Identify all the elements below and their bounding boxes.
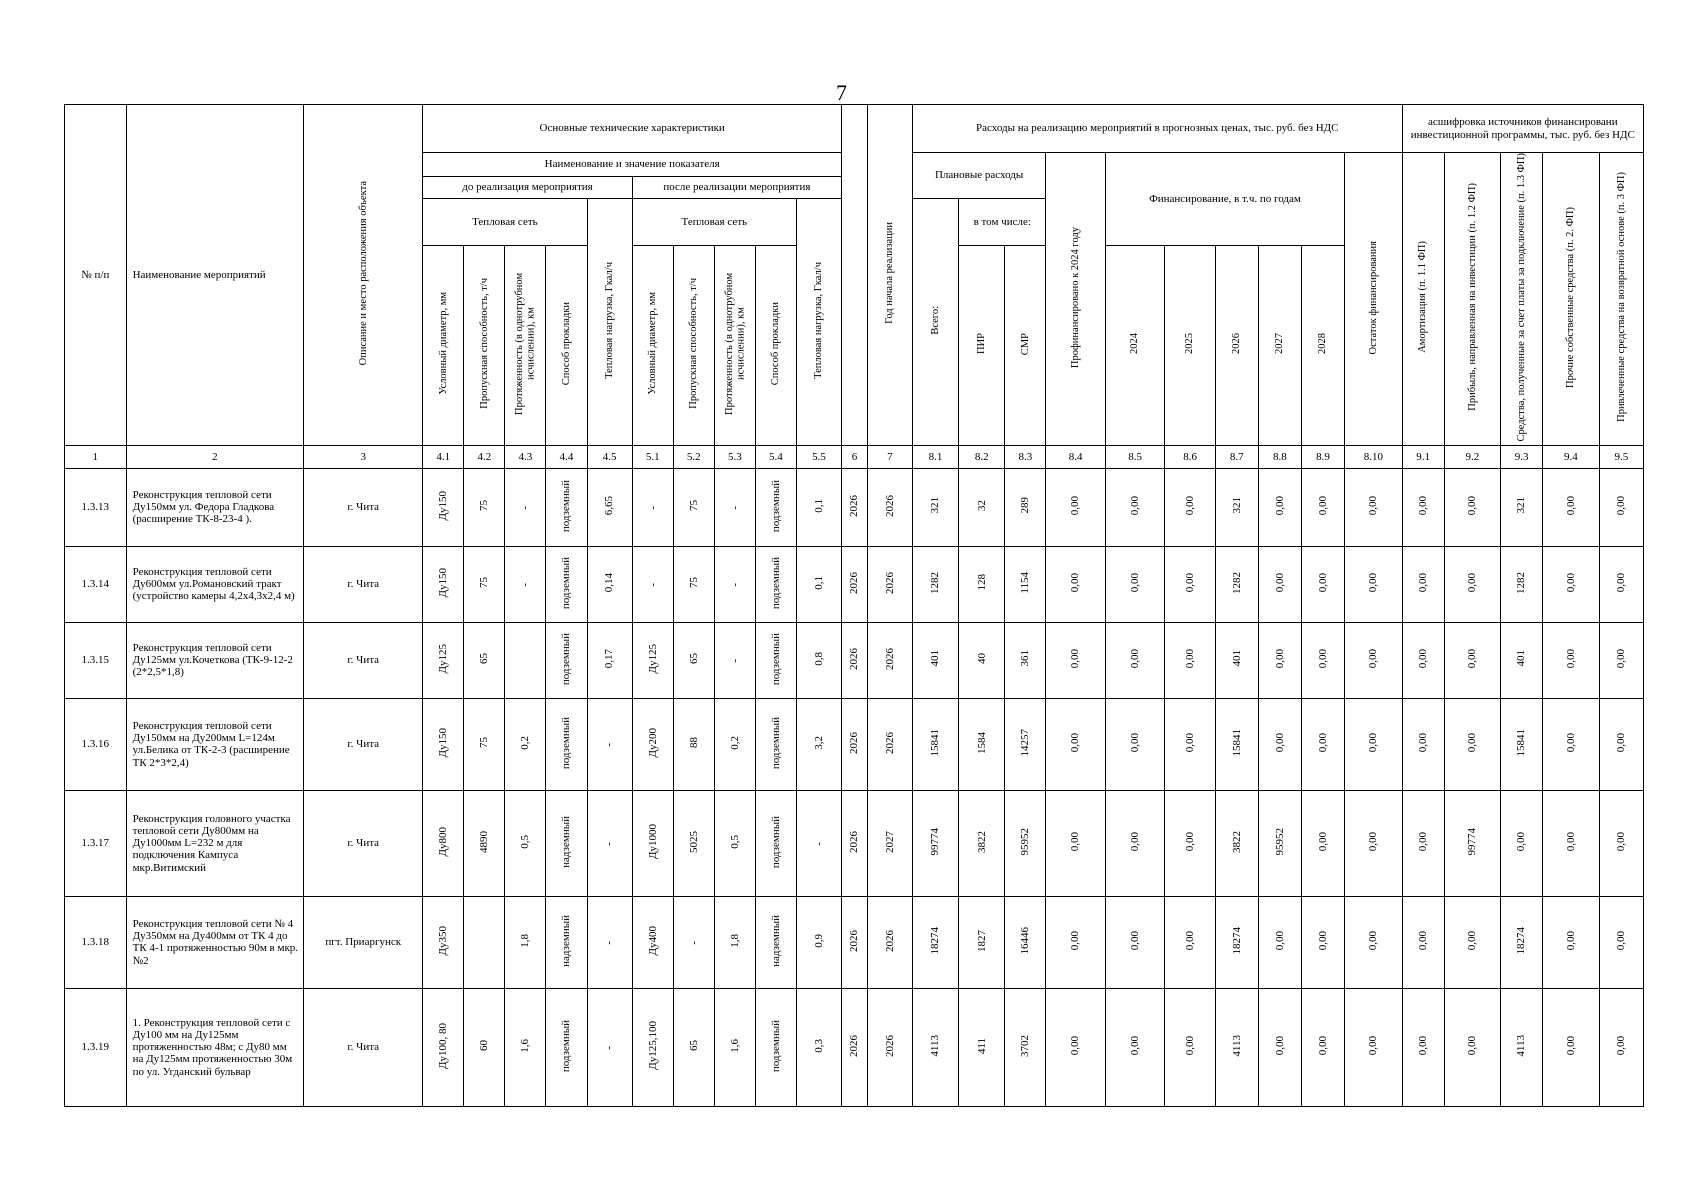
column-number: 5.5 — [796, 445, 841, 468]
row-number: 1.3.14 — [65, 546, 127, 622]
table-cell: 0,00 — [1367, 1036, 1380, 1056]
header-diameter-before: Условный диаметр, мм — [437, 292, 449, 395]
table-cell: 321 — [1515, 497, 1528, 514]
table-cell: 4113 — [1515, 1034, 1528, 1057]
header-financing: Финансирование, в т.ч. по годам — [1105, 153, 1344, 246]
column-number: 8.7 — [1215, 445, 1258, 468]
header-remainder: Остаток финансирования — [1367, 240, 1379, 354]
table-cell: 1282 — [929, 571, 942, 594]
row-number: 1.3.13 — [65, 468, 127, 546]
header-year-2027: 2027 — [1274, 333, 1286, 355]
table-cell: надземный — [560, 914, 573, 967]
table-cell: 0,00 — [1069, 1036, 1082, 1056]
table-row — [65, 468, 1644, 546]
table-cell: подземный — [769, 556, 782, 609]
table-cell: 0,00 — [1069, 832, 1082, 852]
header-throughput-before: Пропускная способность, т/ч — [478, 278, 490, 409]
table-cell: 2026 — [883, 571, 896, 594]
header-diameter-after: Условный диаметр, мм — [647, 292, 659, 395]
measure-name: Реконструкция тепловой сети Ду125мм ул.Кочеткова (ТК-9-12-2 (2*2,5*1,8) — [126, 622, 304, 698]
table-cell: 0,2 — [519, 735, 532, 750]
table-cell: 0,3 — [812, 1038, 825, 1053]
table-cell: 0,00 — [1416, 733, 1429, 753]
table-cell: 75 — [478, 500, 491, 512]
table-cell: 0,00 — [1316, 733, 1329, 753]
header-throughput-after: Пропускная способность, т/ч — [688, 278, 700, 409]
table-cell: 0,00 — [1273, 573, 1286, 593]
table-row — [65, 896, 1644, 988]
header-prefinanced: Профинансировано к 2024 году — [1069, 226, 1081, 368]
table-cell: 1282 — [1515, 571, 1528, 594]
table-cell: 2026 — [848, 571, 861, 594]
column-number: 8.1 — [912, 445, 958, 468]
table-cell: 0,00 — [1466, 733, 1479, 753]
table-cell: 0,00 — [1183, 733, 1196, 753]
table-cell: 0,00 — [1183, 573, 1196, 593]
measure-name: Реконструкция тепловой сети Ду150мм на Ду200мм L=124м ул.Белика от ТК-2-3 (расширение ТК 2*3*2,4) — [126, 698, 304, 790]
measure-name: 1. Реконструкция тепловой сети с Ду100 мм на Ду125мм протяженностью 48м; с Ду80 мм на Ду125мм протяженностью 30м по ул. Угданский бульвар — [126, 988, 304, 1106]
header-expenses: Расходы на реализацию мероприятий в прогнозных ценах, тыс. руб. без НДС — [912, 105, 1402, 153]
table-cell: 1,8 — [519, 933, 532, 948]
measure-name: Реконструкция головного участка тепловой сети Ду800мм на Ду1000мм L=232 м для подключения Кампуса мкр.Витимский — [126, 790, 304, 896]
table-cell: 0,00 — [1615, 832, 1628, 852]
table-cell: 99774 — [1466, 827, 1479, 856]
table-cell: 0,00 — [1273, 733, 1286, 753]
table-cell: 18274 — [1230, 926, 1243, 955]
table-cell: 95952 — [1019, 827, 1032, 856]
table-cell: Ду800 — [437, 826, 450, 857]
header-year-2028: 2028 — [1317, 333, 1329, 355]
table-cell: 32 — [975, 500, 988, 512]
table-cell: 411 — [975, 1037, 988, 1054]
table-cell: 0,00 — [1183, 931, 1196, 951]
table-cell: 401 — [1515, 650, 1528, 667]
table-cell: 2027 — [883, 830, 896, 853]
table-cell: 0,00 — [1515, 832, 1528, 852]
table-cell: - — [728, 506, 741, 511]
table-row — [65, 622, 1644, 698]
table-cell: 0,00 — [1416, 573, 1429, 593]
header-heat-network-before: Тепловая сеть — [423, 199, 587, 246]
table-cell: 0,00 — [1416, 931, 1429, 951]
table-cell: надземный — [560, 815, 573, 868]
object-location: г. Чита — [304, 622, 423, 698]
table-cell: 0,00 — [1183, 649, 1196, 669]
header-planned: Плановые расходы — [912, 153, 1045, 199]
table-cell: Ду350 — [437, 925, 450, 956]
column-number: 5.4 — [755, 445, 796, 468]
column-number: 8.6 — [1165, 445, 1215, 468]
column-number: 4.2 — [464, 445, 505, 468]
column-number: 8.4 — [1046, 445, 1106, 468]
column-number: 7 — [867, 445, 912, 468]
table-cell: 0,00 — [1273, 649, 1286, 669]
table-cell: Ду150 — [437, 490, 450, 521]
table-cell: 2026 — [883, 1034, 896, 1057]
table-cell: 0,00 — [1316, 832, 1329, 852]
table-body — [65, 468, 1644, 1106]
table-cell: Ду400 — [646, 925, 659, 956]
column-number: 4.4 — [546, 445, 587, 468]
table-cell: 0,00 — [1069, 573, 1082, 593]
header-length-after: Протяженность (в однотрубном исчислении), км — [723, 272, 746, 415]
table-cell: Ду100, 80 — [437, 1022, 450, 1069]
measure-name: Реконструкция тепловой сети № 4 Ду350мм на Ду400мм от ТК 4 до ТК 4-1 протяженностью 90м в мкр. №2 — [126, 896, 304, 988]
header-profit: Прибыль, направленная на инвестиции (п. 1.2 ФП) — [1466, 183, 1478, 412]
table-cell: 2026 — [848, 494, 861, 517]
table-cell: 0,00 — [1367, 931, 1380, 951]
table-cell: 0,00 — [1367, 649, 1380, 669]
header-heat-network-after: Тепловая сеть — [632, 199, 796, 246]
table-cell: 0,00 — [1466, 1036, 1479, 1056]
table-cell: 0,2 — [728, 735, 741, 750]
investment-table — [64, 104, 1644, 1107]
header-no: № п/п — [65, 105, 127, 446]
table-cell: 5025 — [687, 830, 700, 853]
table-cell: 99774 — [929, 827, 942, 856]
header-load-before: Тепловая нагрузка, Гкал/ч — [603, 261, 615, 379]
table-cell: 0,00 — [1615, 1036, 1628, 1056]
table-cell: 401 — [1230, 650, 1243, 667]
table-cell: 0,00 — [1615, 649, 1628, 669]
table-cell: 75 — [478, 737, 491, 749]
table-cell: 2026 — [848, 731, 861, 754]
table-cell: 0,00 — [1129, 931, 1141, 951]
table-cell: 0,00 — [1129, 573, 1141, 593]
table-cell: подземный — [560, 1019, 573, 1072]
header-incl: в том числе: — [959, 199, 1046, 246]
table-cell: 0,00 — [1316, 1036, 1329, 1056]
column-number: 3 — [304, 445, 423, 468]
header-year-2025: 2025 — [1184, 333, 1196, 355]
table-cell: Ду150 — [437, 567, 450, 598]
table-cell: 2026 — [848, 830, 861, 853]
table-cell: 18274 — [929, 926, 942, 955]
table-cell: 0,00 — [1129, 832, 1141, 852]
table-cell: Ду150 — [437, 727, 450, 758]
table-cell: 4113 — [1230, 1034, 1243, 1057]
table-cell: - — [603, 941, 616, 946]
table-cell: 361 — [1019, 650, 1032, 667]
table-cell: 0,00 — [1466, 496, 1479, 516]
table-cell: 0,00 — [1069, 496, 1082, 516]
table-cell: Ду1000 — [646, 824, 659, 860]
table-cell: подземный — [769, 1019, 782, 1072]
table-cell: 4890 — [478, 830, 491, 853]
table-cell: - — [646, 506, 659, 511]
column-number: 9.3 — [1501, 445, 1543, 468]
column-number: 8.10 — [1345, 445, 1403, 468]
table-cell: 0,00 — [1129, 1036, 1141, 1056]
row-number: 1.3.15 — [65, 622, 127, 698]
table-row — [65, 988, 1644, 1106]
table-cell: 75 — [478, 577, 491, 589]
table-cell: - — [519, 506, 532, 511]
table-cell: 0,00 — [1367, 832, 1380, 852]
table-cell: 0,00 — [1615, 496, 1628, 516]
table-cell: - — [603, 842, 616, 847]
table-cell: подземный — [560, 556, 573, 609]
table-cell: 0,00 — [1316, 496, 1329, 516]
table-cell: 0,17 — [603, 649, 616, 669]
table-cell: 3822 — [975, 830, 988, 853]
header-before: до реализация мероприятия — [423, 177, 632, 199]
table-cell: подземный — [560, 632, 573, 685]
table-cell: 401 — [929, 650, 942, 667]
table-row — [65, 698, 1644, 790]
table-cell: 75 — [687, 577, 700, 589]
column-number: 4.5 — [587, 445, 632, 468]
column-number: 4.3 — [505, 445, 546, 468]
header-basic-tech: Основные технические характеристики — [423, 105, 842, 153]
table-cell: 65 — [478, 653, 491, 665]
table-cell: 3,2 — [812, 735, 825, 750]
column-number: 5.2 — [673, 445, 714, 468]
table-cell: 0,00 — [1367, 496, 1380, 516]
header-smr: СМР — [1019, 332, 1031, 355]
table-cell: 1,6 — [519, 1038, 532, 1053]
table-cell: 3822 — [1230, 830, 1243, 853]
table-cell: 0,00 — [1564, 733, 1577, 753]
table-cell: 1,6 — [728, 1038, 741, 1053]
table-cell: 0,14 — [603, 573, 616, 593]
table-cell: 0,00 — [1466, 573, 1479, 593]
header-laying-after: Способ прокладки — [770, 302, 782, 386]
table-cell: 2026 — [883, 647, 896, 670]
object-location: г. Чита — [304, 468, 423, 546]
table-cell: 0,00 — [1183, 832, 1196, 852]
table-cell: 0,00 — [1416, 649, 1429, 669]
table-cell: 4113 — [929, 1034, 942, 1057]
table-cell: подземный — [560, 716, 573, 769]
table-cell: подземный — [560, 479, 573, 532]
table-cell: 0,00 — [1564, 1036, 1577, 1056]
object-location: г. Чита — [304, 790, 423, 896]
table-cell: 0,00 — [1367, 573, 1380, 593]
column-number: 1 — [65, 445, 127, 468]
table-cell: 0,00 — [1069, 733, 1082, 753]
table-cell: 0,00 — [1564, 931, 1577, 951]
column-number: 4.1 — [423, 445, 464, 468]
table-cell: 0,5 — [728, 834, 741, 849]
header-pir: ПИР — [976, 333, 988, 355]
row-number: 1.3.16 — [65, 698, 127, 790]
table-cell: - — [728, 583, 741, 588]
table-cell: 0,00 — [1416, 1036, 1429, 1056]
column-number: 9.4 — [1543, 445, 1599, 468]
table-cell: 0,8 — [812, 651, 825, 666]
table-cell: 289 — [1019, 497, 1032, 514]
table-cell: 0,00 — [1367, 733, 1380, 753]
column-number: 5.3 — [714, 445, 755, 468]
header-year-2026: 2026 — [1231, 333, 1243, 355]
column-number: 2 — [126, 445, 304, 468]
table-cell: 128 — [975, 574, 988, 591]
table-cell: 2026 — [848, 929, 861, 952]
column-number: 8.3 — [1005, 445, 1046, 468]
table-cell: 321 — [1230, 497, 1243, 514]
table-cell: подземный — [769, 632, 782, 685]
table-cell: 0,5 — [519, 834, 532, 849]
table-cell: 65 — [687, 653, 700, 665]
column-number: 8.9 — [1301, 445, 1344, 468]
table-cell: 0,00 — [1564, 496, 1577, 516]
table-cell: 88 — [687, 737, 700, 749]
table-cell: 0,00 — [1129, 496, 1141, 516]
table-cell: 0,00 — [1273, 931, 1286, 951]
column-number: 6 — [842, 445, 868, 468]
table-cell: Ду125 — [646, 643, 659, 674]
table-cell: Ду125,100 — [646, 1021, 659, 1071]
object-location: г. Чита — [304, 988, 423, 1106]
table-cell: 0,00 — [1069, 649, 1082, 669]
table-cell: 0,00 — [1564, 573, 1577, 593]
table-cell: надземный — [769, 914, 782, 967]
table-cell: 0,00 — [1183, 1036, 1196, 1056]
table-cell: 95952 — [1273, 827, 1286, 856]
header-load-after: Тепловая нагрузка, Гкал/ч — [813, 261, 825, 379]
table-cell: 1154 — [1019, 571, 1032, 594]
table-cell: 15841 — [1230, 728, 1243, 757]
table-cell: Ду125 — [437, 643, 450, 674]
header-amort: Амортизация (п. 1.1 ФП) — [1417, 241, 1429, 354]
table-cell: 2026 — [848, 647, 861, 670]
table-cell: 321 — [929, 497, 942, 514]
column-number: 8.8 — [1258, 445, 1301, 468]
table-cell: подземный — [769, 815, 782, 868]
table-cell: 0,00 — [1069, 931, 1082, 951]
table-cell: 0,00 — [1316, 649, 1329, 669]
column-number: 9.2 — [1444, 445, 1500, 468]
column-number: 8.2 — [959, 445, 1005, 468]
table-cell: 1827 — [975, 929, 988, 952]
table-cell: 0,00 — [1564, 649, 1577, 669]
table-cell: - — [646, 583, 659, 588]
table-cell: - — [603, 743, 616, 748]
table-cell: 0,00 — [1416, 832, 1429, 852]
table-cell: 15841 — [929, 728, 942, 757]
table-cell: 3702 — [1019, 1034, 1032, 1057]
measure-name: Реконструкция тепловой сети Ду150мм ул. Федора Гладкова (расширение ТК-8-23-4 ). — [126, 468, 304, 546]
table-cell: 2026 — [883, 731, 896, 754]
table-cell: 2026 — [848, 1034, 861, 1057]
header-laying-before: Способ прокладки — [560, 302, 572, 386]
table-cell: - — [603, 1046, 616, 1051]
table-cell: 0,00 — [1273, 1036, 1286, 1056]
table-cell: 0,00 — [1615, 931, 1628, 951]
table-cell: 1282 — [1230, 571, 1243, 594]
header-location: Описание и место расположения объекта — [357, 181, 369, 366]
table-cell: 0,1 — [812, 498, 825, 513]
header-name: Наименование мероприятий — [126, 105, 304, 446]
page-number: 7 — [836, 80, 847, 105]
table-cell: 60 — [478, 1040, 491, 1052]
table-cell: 75 — [687, 500, 700, 512]
table-cell: - — [728, 659, 741, 664]
table-cell: 0,00 — [1129, 649, 1141, 669]
header-other-own: Прочие собственные средства (п. 2. ФП) — [1565, 206, 1577, 388]
table-cell: 0,9 — [812, 933, 825, 948]
table-cell: 15841 — [1515, 728, 1528, 757]
table-cell: 1584 — [975, 731, 988, 754]
column-number: 8.5 — [1105, 445, 1165, 468]
table-cell: 2026 — [883, 929, 896, 952]
table-cell: 2026 — [883, 494, 896, 517]
header-year-start: Год начала реализации — [884, 222, 896, 325]
table-cell: 1,8 — [728, 933, 741, 948]
table-cell: - — [687, 941, 700, 946]
table-cell: 0,00 — [1316, 931, 1329, 951]
table-cell: 0,00 — [1416, 496, 1429, 516]
header-connection: Средства, полученные за счет платы за подключение (п. 1.3 ФП) — [1515, 153, 1527, 442]
table-cell: 6,65 — [603, 496, 616, 516]
header-borrowed: Привлеченные средства на возвратной основе (п. 3 ФП) — [1615, 172, 1627, 423]
object-location: г. Чита — [304, 698, 423, 790]
header-sources: асшифровка источников финансировани инвестиционной программы, тыс. руб. без НДС — [1402, 105, 1643, 153]
table-cell: 40 — [975, 653, 988, 665]
table-cell: 0,00 — [1183, 496, 1196, 516]
table-cell: 0,00 — [1273, 496, 1286, 516]
table-row — [65, 790, 1644, 896]
table-cell: 0,1 — [812, 575, 825, 590]
table-cell: 0,00 — [1466, 931, 1479, 951]
table-cell: - — [519, 583, 532, 588]
table-cell: 0,00 — [1564, 832, 1577, 852]
object-location: г. Чита — [304, 546, 423, 622]
header-length-before: Протяженность (в однотрубном исчислении), км — [514, 272, 537, 415]
table-cell: 18274 — [1515, 926, 1528, 955]
header-total: Всего: — [929, 305, 941, 335]
row-number: 1.3.19 — [65, 988, 127, 1106]
table-cell: 16446 — [1019, 926, 1032, 955]
table-row — [65, 546, 1644, 622]
column-number-row — [65, 445, 1644, 468]
header-after: после реализации мероприятия — [632, 177, 841, 199]
column-number: 9.5 — [1599, 445, 1643, 468]
table-cell: - — [812, 842, 825, 847]
table-cell: 0,00 — [1466, 649, 1479, 669]
table-cell: Ду200 — [646, 727, 659, 758]
header-year-2024: 2024 — [1129, 333, 1141, 355]
object-location: пгт. Приаргунск — [304, 896, 423, 988]
row-number: 1.3.18 — [65, 896, 127, 988]
header-indicator: Наименование и значение показателя — [423, 153, 842, 177]
table-cell: 0,00 — [1129, 733, 1141, 753]
table-cell: 14257 — [1019, 728, 1032, 757]
table-cell: 0,00 — [1615, 733, 1628, 753]
column-number: 5.1 — [632, 445, 673, 468]
column-number: 9.1 — [1402, 445, 1444, 468]
row-number: 1.3.17 — [65, 790, 127, 896]
table-cell: подземный — [769, 716, 782, 769]
measure-name: Реконструкция тепловой сети Ду600мм ул.Романовский тракт (устройство камеры 4,2х4,3х2,4 м) — [126, 546, 304, 622]
table-cell: 65 — [687, 1040, 700, 1052]
table-cell: 0,00 — [1316, 573, 1329, 593]
table-cell: 0,00 — [1615, 573, 1628, 593]
table-cell: подземный — [769, 479, 782, 532]
